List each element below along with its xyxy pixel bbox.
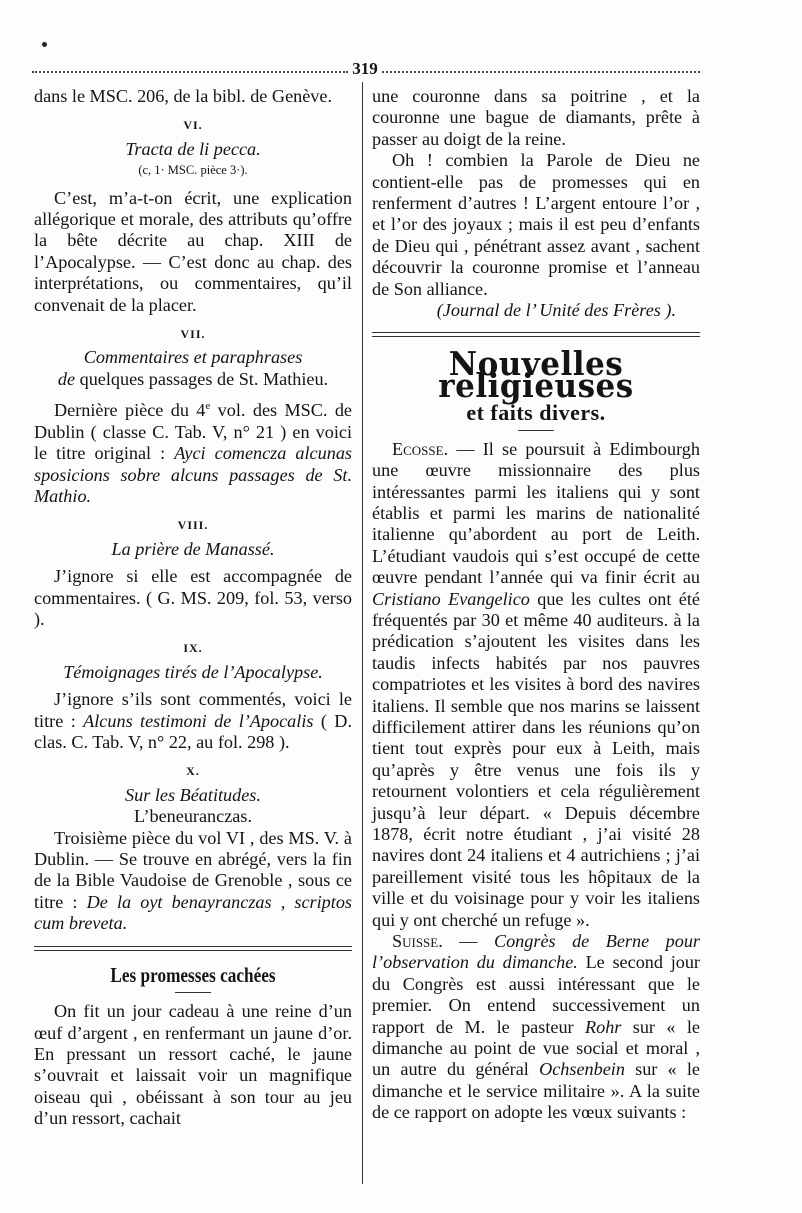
right-column [372, 86, 700, 1124]
short-rule [518, 430, 554, 431]
paragraph: Troisième pièce du vol VI , des MS. V. à Dublin. — Se trouve en abrégé, vers la fin de la Bible Vaudoise de Grenoble , sous ce titre : De la oyt benayranczas , scriptos cum breveta. [34, 827, 353, 934]
section-title: Sur les Béatitudes. [125, 784, 261, 805]
article-title: Les promesses cachées [110, 962, 276, 987]
section-number: IX. [183, 641, 203, 656]
paragraph: Ecosse. — Il se poursuit à Edimbourgh une œuvre missionnaire des plus intéressantes parmi les italiens qui y sont établis et parmi les marins de nationalité italienne qu’abordent au port de Leith. L’étudiant vaudois qui s’est occupé de cette œuvre pendant l’année qui va finir écrit au Cristiano Evangelico que les cultes ont été fréquentés par 30 et même 40 auditeurs. à la prédication s’ajoutent les visites dans les taudis infects habités par nos pauvres compatriotes et les visites à bord des navires italiens. Il semble que nos marins se laissent difficilement attirer dans les réunions qu’on tient tout exprès pour eux à Leith, mais qu’après y être venus une fois ils y retournent volontiers et cela régulièrement jusqu’à leur départ. « Depuis décembre 1878, écrit notre étudiant , j’ai visité 28 navires dont 24 italiens et 4 autrichiens ; j’ai pareillement visité tous les hôpitaux de la ville et du voisinage pour y voir les italiens qui y ont cherché un refuge ». [372, 438, 700, 930]
section-number: VI. [183, 118, 203, 133]
header-rule-right [382, 71, 700, 73]
section-title: Tracta de li pecca. [125, 138, 261, 159]
paragraph: dans le MSC. 206, de la bibl. de Genève. [34, 86, 333, 106]
section-subtitle: L’beneuranczas. [134, 806, 252, 827]
section-reference: (c, 1· MSC. pièce 3·). [138, 163, 248, 178]
paragraph: une couronne dans sa poitrine , et la couronne une bague de diamants, prête à passer au doigt de la reine. [372, 86, 700, 149]
paragraph: C’est, m’a-t-on écrit, une explication allégorique et morale, des attributs qu’offre la bête décrite au chap. XIII de l’Apocalypse. — C’est donc au chap. des interprétations, ou commentaires, qu’il convenait de la placer. [34, 187, 352, 315]
page-number: 319 [352, 59, 378, 78]
ink-speck [42, 42, 47, 47]
double-rule [34, 946, 352, 951]
paragraph: Suisse. — Congrès de Berne pour l’observation du dimanche. Le second jour du Congrès est aussi intéressant que le premier. On entend successivement un rapport de M. le pasteur Rohr sur « le dimanche au point de vue social et moral , un autre du général Ochsenbein sur « le dimanche et le service militaire ». A la suite de ce rapport on adopte les vœux suivants : [372, 931, 701, 1123]
section-number: VIII. [177, 518, 209, 533]
paragraph: Oh ! combien la Parole de Dieu ne contient-elle pas de promesses qui en renferment d’autres ! L’argent entoure l’or , et l’or des joyaux ; mais il est peu d’enfants de Dieu qui , pénétrant assez avant , sachent découvrir la couronne promise et l’anneau de Son alliance. [372, 150, 700, 299]
section-title: Témoignages tirés de l’Apocalypse. [63, 661, 323, 682]
left-column [34, 86, 352, 1130]
section-subheading: et faits divers. [466, 400, 606, 426]
paragraph: Dernière pièce du 4e vol. des MSC. de Dublin ( classe C. Tab. V, n° 21 ) en voici le titre original : Ayci comencza alcunas sposicions sobre alcuns passages de St. Mathio. [34, 400, 352, 506]
double-rule [372, 332, 700, 337]
column-divider [362, 82, 363, 1184]
source-citation: (Journal de l’ Unité des Frères ). [436, 300, 676, 321]
paragraph: On fit un jour cadeau à une reine d’un œuf d’argent , en renfermant un jaune d’or. En pressant un ressort caché, le jaune s’ouvrait et laissait voir un magnifique oiseau qui , obéissant à son tour au jeu d’un ressort, cachait [34, 1001, 352, 1129]
section-number: X. [186, 764, 200, 779]
header-rule-left [32, 71, 348, 73]
short-rule [175, 992, 211, 993]
section-number: VII. [180, 327, 206, 342]
paragraph: J’ignore si elle est accompagnée de commentaires. ( G. MS. 209, fol. 53, verso ). [34, 566, 352, 629]
paragraph: J’ignore s’ils sont commentés, voici le titre : Alcuns testimoni de l’Apocalis ( D. clas. C. Tab. V, n° 22, au fol. 298 ). [34, 689, 352, 753]
section-title: La prière de Manassé. [111, 538, 275, 559]
section-heading: Nouvelles religieuses [438, 345, 634, 407]
section-title: Commentaires et paraphrases de quelques passages de St. Mathieu. [57, 347, 329, 389]
